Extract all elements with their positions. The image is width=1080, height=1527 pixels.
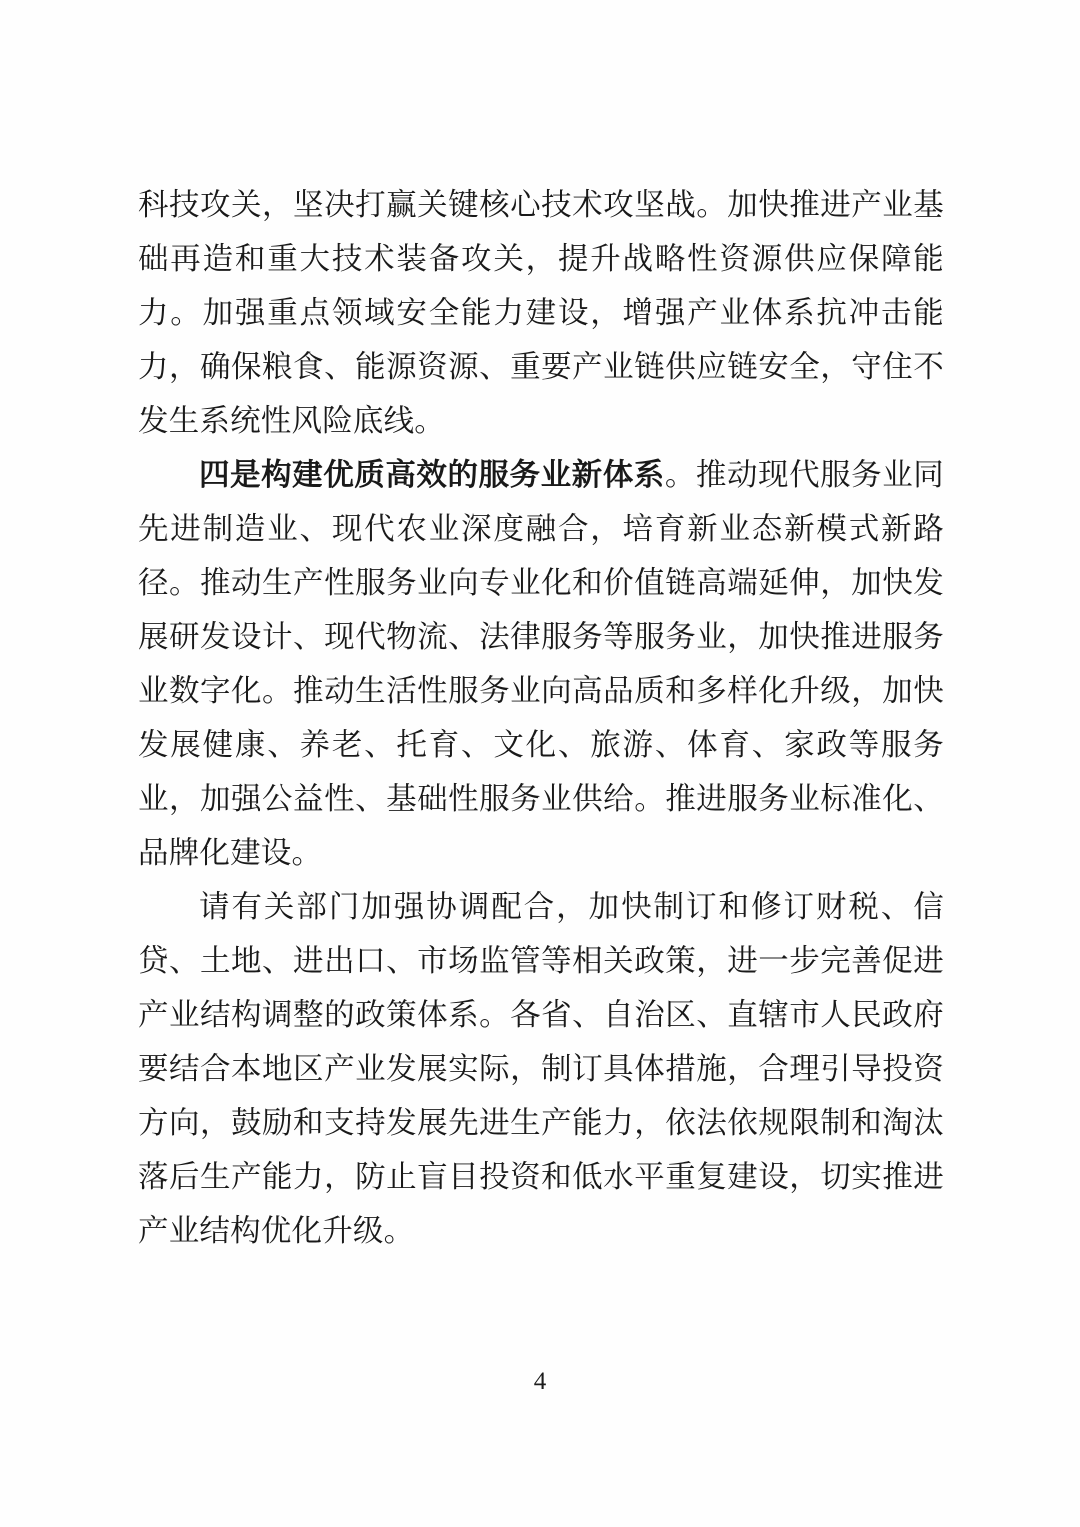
paragraph-1	[138, 178, 944, 448]
paragraph-3-text: 请有关部门加强协调配合，加快制订和修订财税、信贷、土地、进出口、市场监管等相关政策，进一步完善促进产业结构调整的政策体系。各省、自治区、直辖市人民政府要结合本地区产业发展实际，制订具体措施，合理引导投资方向，鼓励和支持发展先进生产能力，依法依规限制和淘汰落后生产能力，防止盲目投资和低水平重复建设，切实推进产业结构优化升级。	[138, 890, 944, 1248]
paragraph-3	[138, 880, 944, 1258]
document-body	[138, 178, 944, 1258]
paragraph-2	[138, 448, 944, 880]
page-number: 4	[533, 1368, 547, 1395]
paragraph-1-text: 科技攻关，坚决打赢关键核心技术攻坚战。加快推进产业基础再造和重大技术装备攻关，提升战略性资源供应保障能力。加强重点领域安全能力建设，增强产业体系抗冲击能力，确保粮食、能源资源、重要产业链供应链安全，守住不发生系统性风险底线。	[138, 188, 944, 438]
paragraph-2-text: 。推动现代服务业同先进制造业、现代农业深度融合，培育新业态新模式新路径。推动生产性服务业向专业化和价值链高端延伸，加快发展研发设计、现代物流、法律服务等服务业，加快推进服务业数字化。推动生活性服务业向高品质和多样化升级，加快发展健康、养老、托育、文化、旅游、体育、家政等服务业，加强公益性、基础性服务业供给。推进服务业标准化、品牌化建设。	[138, 458, 944, 870]
paragraph-2-lead: 四是构建优质高效的服务业新体系	[199, 458, 665, 492]
